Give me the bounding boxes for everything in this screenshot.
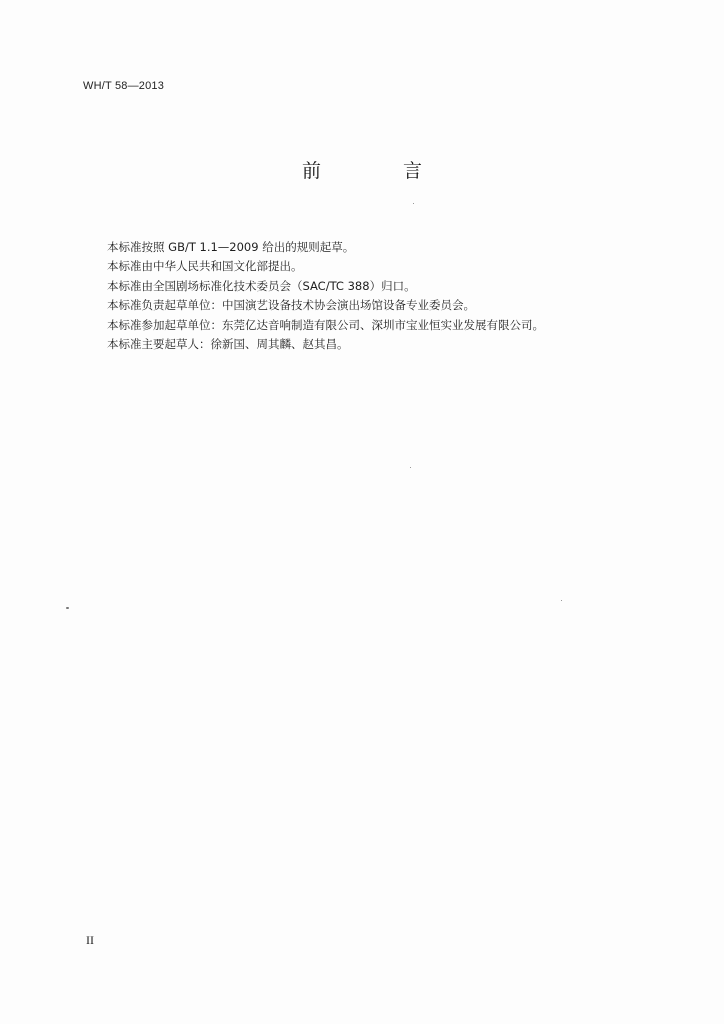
standard-number: WH/T 58—2013 <box>83 80 165 92</box>
paragraph: 本标准负责起草单位：中国演艺设备技术协会演出场馆设备专业委员会。 <box>107 298 475 313</box>
foreword-body <box>107 238 667 354</box>
scan-speck <box>561 600 562 601</box>
scan-speck <box>410 467 411 468</box>
paragraph: 本标准主要起草人：徐新国、周其麟、赵其昌。 <box>107 337 349 352</box>
paragraph: 本标准由中华人民共和国文化部提出。 <box>107 259 303 274</box>
paragraph: 本标准参加起草单位：东莞亿达音响制造有限公司、深圳市宝业恒实业发展有限公司。 <box>107 317 544 332</box>
paragraph: 本标准由全国剧场标准化技术委员会（SAC/TC 388）归口。 <box>107 278 416 293</box>
scan-speck <box>66 607 69 609</box>
paragraph: 本标准按照 GB/T 1.1—2009 给出的规则起草。 <box>107 240 355 254</box>
page-title: 前 言 <box>301 160 461 182</box>
page-number: II <box>86 933 94 947</box>
scan-speck <box>413 203 414 204</box>
